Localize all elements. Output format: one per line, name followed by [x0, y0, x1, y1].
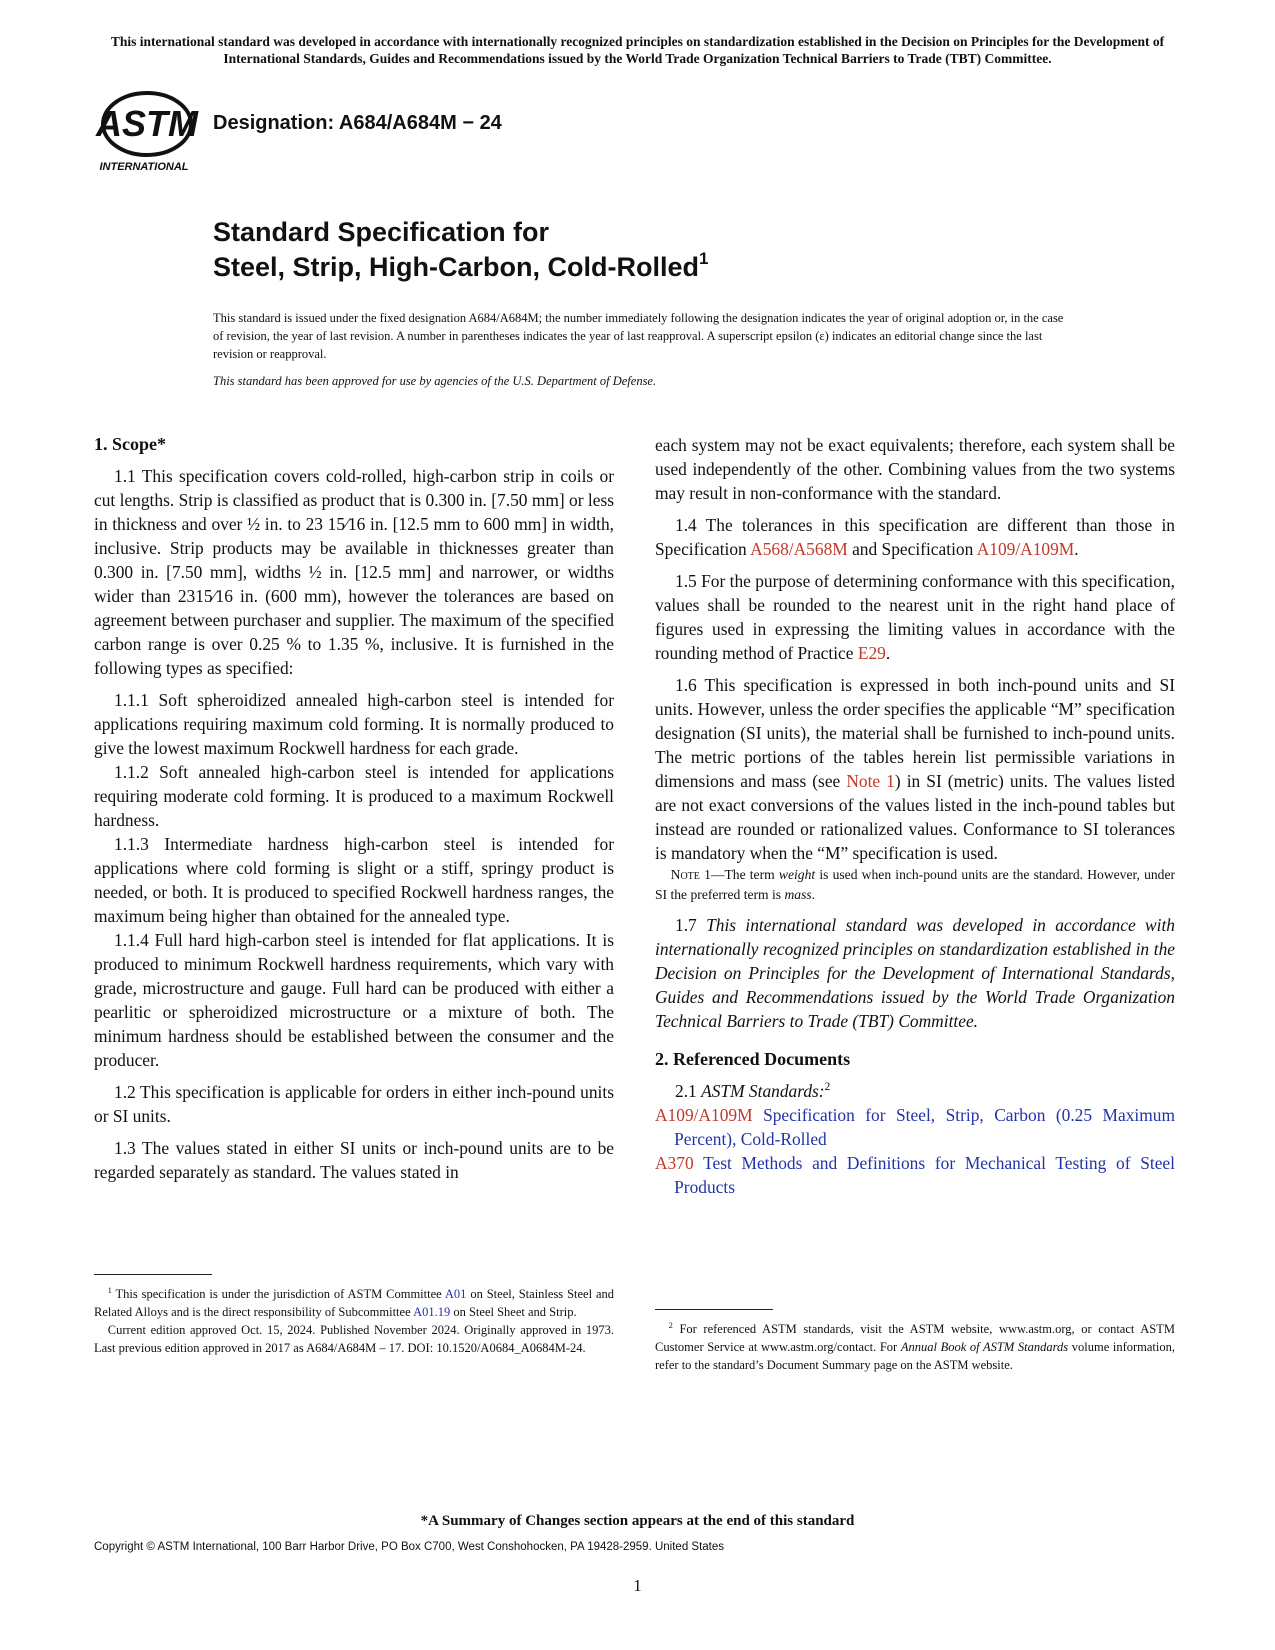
para-1-5: 1.5 For the purpose of determining conformance with this specification, values shall be rounded to the nearest unit in the right hand place of figures used in expressing the limiting values in accordance with the rounding method of Practice E29.	[655, 571, 1175, 663]
para-1-1-2: 1.1.2 Soft annealed high-carbon steel is intended for applications requiring moderate cold forming. It is produced to a maximum Rockwell hardness.	[94, 762, 614, 830]
svg-text:ASTM: ASTM	[96, 103, 198, 144]
para-1-1: 1.1 This specification covers cold-rolled, high-carbon strip in coils or cut lengths. Strip is classified as product that is 0.300 in. [7.50 mm] or less in thickness and over ½ in. to 23 15⁄16 in. [12.5 mm to 600 mm] in width, inclusive. Strip products may be available in thicknesses greater than 0.300 in. [7.50 mm], widths ½ in. [12.5 mm] and narrower, or widths wider than 2315⁄16 in. (600 mm), however the tolerances are based on agreement between purchaser and supplier. The maximum of the specified carbon range is over 0.25 % to 1.35 %, inclusive. It is furnished in the following types as specified:	[94, 466, 614, 678]
summary-of-changes-note: *A Summary of Changes section appears at the end of this standard	[420, 1513, 855, 1529]
issuance-statement: This standard is issued under the fixed designation A684/A684M; the number immediately following the designation indicates the year of original adoption or, in the case of revision, the year of last revision. A number in parentheses indicates the year of last reapproval. A superscript epsilon (ε) indicates an editorial change since the last revision or reapproval.	[213, 311, 1064, 361]
title-line-2: Steel, Strip, High-Carbon, Cold-Rolled$^1$	[213, 249, 709, 282]
dod-approval: This standard has been approved for use by agencies of the U.S. Department of Defense.	[213, 374, 657, 388]
page-number: 1	[633, 1576, 642, 1595]
para-1-6: 1.6 This specification is expressed in both inch-pound units and SI units. However, unless the order specifies the applicable “M” specification designation (SI units), the material shall be furnished to inch-pound units. The metric portions of the tables herein list permissible variations in dimensions and mass (see Note 1) in SI (metric) units. The values listed are not exact conversions of the values listed in the inch-pound tables but instead are rounded or rationalized values. Conformance to SI tolerances is mandatory when the “M” specification is used.	[655, 675, 1175, 863]
link-a01[interactable]: A01	[444, 1287, 467, 1301]
para-1-3-continued: each system may not be exact equivalents; therefore, each system shall be used independently of the other. Combining values from the two systems may result in non-conformance with the standard.	[655, 435, 1175, 503]
link-a01-19[interactable]: A01.19	[413, 1305, 451, 1319]
copyright-line: Copyright © ASTM International, 100 Barr Harbor Drive, PO Box C700, West Conshohocken, PA 19428-2959. United States	[94, 1541, 725, 1553]
link-a568[interactable]: A568/A568M	[750, 539, 848, 559]
wto-banner: This international standard was developed in accordance with internationally recognized principles on standardization established in the Decision on Principles for the Development of International Standards, Guides and Recommendations issued by the World Trade Organization Technical Barriers to Trade (TBT) Committee.	[110, 34, 1165, 66]
reference-item[interactable]: A370 Test Methods and Definitions for Mechanical Testing of Steel Products	[655, 1153, 1175, 1197]
left-column	[94, 432, 614, 1192]
astm-logo-letters	[95, 103, 199, 144]
document-title	[213, 215, 708, 285]
footnote-1: $^1$ This specification is under the jurisdiction of ASTM Committee A01 on Steel, Stainless Steel and Related Alloys and is the direct responsibility of Subcommittee A01.19 on Steel Sheet and Strip. Current edition approved Oct. 15, 2024. Published November 2024. Originally approved in 1973. Last previous edition approved in 2017 as A684/A684M – 17. DOI: 10.1520/A0684_A0684M-24.	[94, 1285, 614, 1355]
para-1-3: 1.3 The values stated in either SI units or inch-pound units are to be regarded separately as standard. The values stated in	[94, 1138, 614, 1182]
title-footnote-mark[interactable]: 1	[699, 249, 709, 268]
para-1-7: 1.7 This international standard was developed in accordance with internationally recognized principles on standardization established in the Decision on Principles for the Development of International Standards, Guides and Recommendations issued by the World Trade Organization Technical Barriers to Trade (TBT) Committee.	[655, 915, 1175, 1031]
astm-logo	[92, 86, 202, 178]
footnote-rule-right	[655, 1309, 773, 1310]
para-2-1: 2.1 ASTM Standards:$^2$	[675, 1081, 831, 1101]
para-1-1-3: 1.1.3 Intermediate hardness high-carbon steel is intended for applications where cold forming is slight or a stiff, springy product is needed, or both. It is produced to specified Rockwell hardness ranges, the maximum being higher than obtained for the annealed type.	[94, 834, 614, 926]
footnote-2: $^2$ For referenced ASTM standards, visit the ASTM website, www.astm.org, or contact ASTM Customer Service at www.astm.org/contact. For Annual Book of ASTM Standards volume information, refer to the standard’s Document Summary page on the ASTM website.	[655, 1320, 1176, 1372]
link-a109[interactable]: A109/A109M	[976, 539, 1075, 559]
logo-caption: INTERNATIONAL	[99, 161, 189, 173]
para-1-1-4: 1.1.4 Full hard high-carbon steel is intended for flat applications. It is produced to minimum Rockwell hardness requirements, which vary with grade, microstructure and gauge. Full hard can be produced with either a pearlitic or spheroidized microstructure or a mixture of both. The minimum hardness should be established between the consumer and the producer.	[94, 930, 614, 1070]
right-column	[655, 433, 1175, 1199]
title-line-1: Standard Specification for	[213, 217, 550, 247]
link-e29[interactable]: E29	[857, 643, 886, 663]
para-1-4: 1.4 The tolerances in this specification are different than those in Specification A568/A568M and Specification A109/A109M.	[655, 515, 1175, 559]
footnote-rule-left	[94, 1274, 212, 1275]
designation: Designation: A684/A684M − 24	[213, 112, 502, 134]
para-1-2: 1.2 This specification is applicable for orders in either inch-pound units or SI units.	[94, 1082, 614, 1126]
section-heading-scope: 1. Scope*	[94, 434, 166, 454]
reference-item[interactable]: A109/A109M Specification for Steel, Strip, Carbon (0.25 Maximum Percent), Cold-Rolled	[655, 1105, 1175, 1149]
link-note-1[interactable]: Note 1	[846, 771, 895, 791]
note-1: Note 1—The term weight is used when inch-pound units are the standard. However, under SI the preferred term is mass.	[655, 867, 1176, 902]
footnote-1-edition: Current edition approved Oct. 15, 2024. Published November 2024. Originally approved in 1973. Last previous edition approved in 2017 as A684/A684M – 17. DOI: 10.1520/A0684_A0684M-24.	[94, 1323, 614, 1355]
section-heading-referenced-documents: 2. Referenced Documents	[655, 1049, 851, 1069]
para-1-1-1: 1.1.1 Soft spheroidized annealed high-carbon steel is intended for applications requiring maximum cold forming. It is normally produced to give the lowest maximum Rockwell hardness for each grade.	[94, 690, 614, 758]
footnote-mark-2[interactable]: 2	[824, 1081, 831, 1094]
